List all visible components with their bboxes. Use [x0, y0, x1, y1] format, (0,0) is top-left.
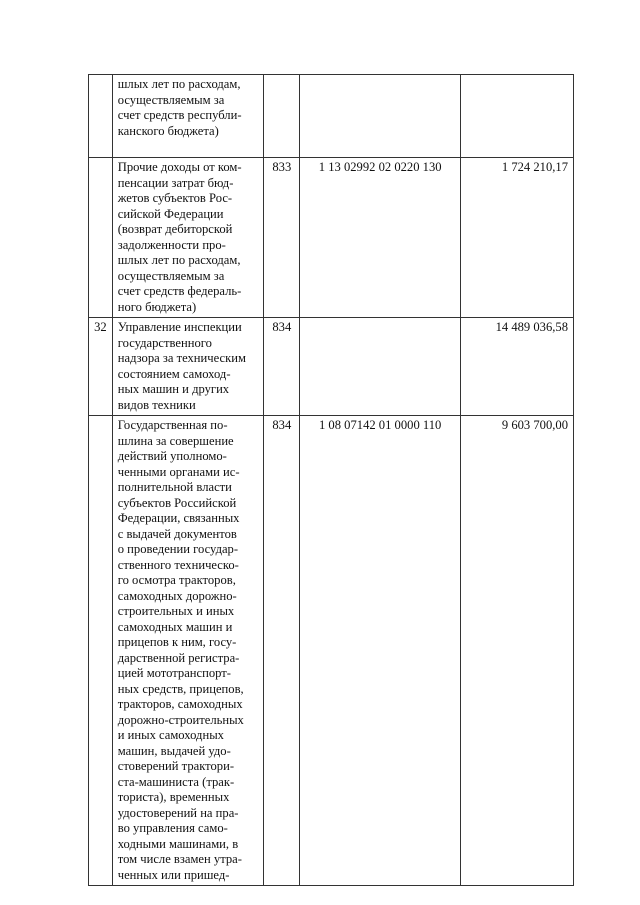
row-name: Прочие доходы от ком- пенсации затрат бюд- жетов субъектов Рос- сийской Федерации (возврат дебиторской задолженности про- шлых лет по расходам, осуществляемым за счет средств федераль- ного бюджета): [112, 158, 263, 318]
row-admin-code: [264, 75, 300, 158]
row-name: Управление инспекции государственного надзора за техническим состоянием самоход- ных машин и других видов техники: [112, 318, 263, 416]
row-kbk-code: 1 13 02992 02 0220 130: [300, 158, 461, 318]
row-admin-code: 833: [264, 158, 300, 318]
row-kbk-code: 1 08 07142 01 0000 110: [300, 416, 461, 886]
row-number: [89, 75, 113, 158]
table-row: [89, 416, 574, 886]
row-number: 32: [89, 318, 113, 416]
table-row: [89, 318, 574, 416]
row-name: Государственная по- шлина за совершение действий уполномо- ченными органами ис- полнительной власти субъектов Российской Федерации, связанных с выдачей документов о проведении государ- ственного техническо- го осмотра тракторов, самоходных дорожно- строительных и иных самоходных машин и прицепов к ним, госу- дарственной регистра- цией мототранспорт- ных средств, прицепов, тракторов, самоходных дорожно-строительных и иных самоходных машин, выдачей удо- стоверений трактори- ста-машиниста (трак- ториста), временных удостоверений на пра- во управления само- ходными машинами, в том числе взамен утра- ченных или пришед-: [112, 416, 263, 886]
row-name: шлых лет по расходам, осуществляемым за счет средств республи- канского бюджета): [112, 75, 263, 158]
row-kbk-code: [300, 318, 461, 416]
table-row: [89, 75, 574, 158]
row-sum: [460, 75, 573, 158]
budget-table: [88, 74, 574, 886]
table-row: [89, 158, 574, 318]
row-number: [89, 416, 113, 886]
row-sum: 14 489 036,58: [460, 318, 573, 416]
row-number: [89, 158, 113, 318]
row-sum: 1 724 210,17: [460, 158, 573, 318]
row-admin-code: 834: [264, 416, 300, 886]
row-sum: 9 603 700,00: [460, 416, 573, 886]
row-admin-code: 834: [264, 318, 300, 416]
row-kbk-code: [300, 75, 461, 158]
